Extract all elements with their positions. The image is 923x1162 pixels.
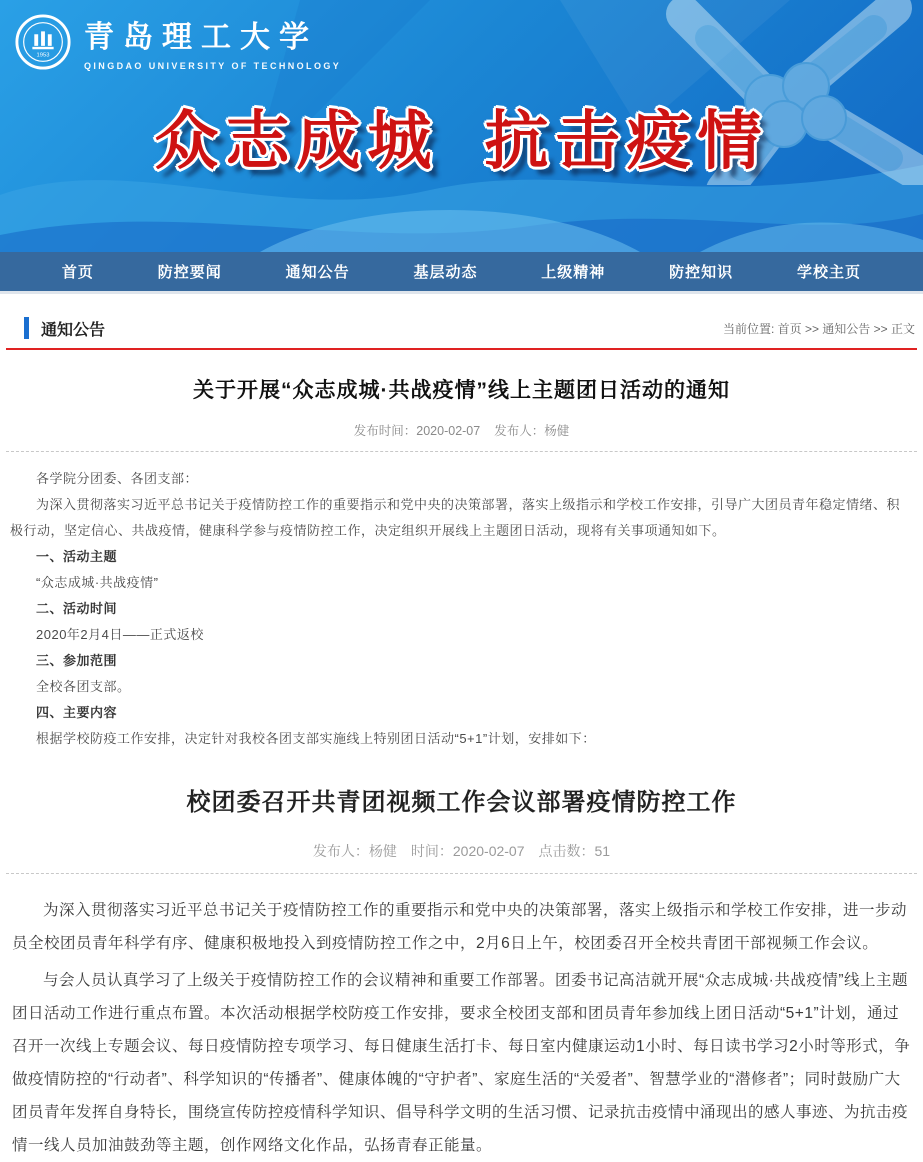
university-seal-logo bbox=[14, 13, 72, 71]
seal-year: 1953 bbox=[36, 52, 50, 59]
nav-item[interactable]: 防控要闻 bbox=[157, 264, 222, 281]
notice-article bbox=[0, 374, 923, 752]
nav-item[interactable]: 防控知识 bbox=[669, 264, 734, 281]
article-paragraph: 全校各团支部。 bbox=[36, 679, 131, 694]
article-paragraph: 2020年2月4日——正式返校 bbox=[36, 627, 204, 642]
article-paragraph: 为深入贯彻落实习近平总书记关于疫情防控工作的重要指示和党中央的决策部署，落实上级指示和学校工作安排，进一步动员全校团员青年科学有序、健康积极地投入到疫情防控工作之中，2月6日上午，校团委召开全校共青团干部视频工作会议。 bbox=[12, 902, 908, 952]
article-paragraph: 三、参加范围 bbox=[36, 653, 118, 668]
banner-slogan bbox=[0, 90, 923, 182]
meta-item: 发布人：杨健 bbox=[312, 843, 397, 859]
site-header bbox=[0, 0, 923, 252]
nav-item[interactable]: 基层动态 bbox=[413, 264, 478, 281]
article-paragraph: 各学院分团委、各团支部： bbox=[36, 471, 199, 486]
article-paragraph: 与会人员认真学习了上级关于疫情防控工作的会议精神和重要工作部署。团委书记高洁就开展“众志成城·共战疫情”线上主题团日活动工作进行重点布置。本次活动根据学校防疫工作安排，要求全校团支部和团员青年参加线上团日活动“5+1”计划，通过召开一次线上专题会议、每日疫情防控专项学习、每日健康生活打卡、每日室内健康运动1小时、每日读书学习2小时等形式，争做疫情防控的“行动者”、科学知识的“传播者”、健康体魄的“守护者”、家庭生活的“关爱者”、智慧学业的“潜修者”；同时鼓励广大团员青年发挥自身特长，围绕宣传防控疫情科学知识、倡导科学文明的生活习惯、记录抗击疫情中涌现出的感人事迹、为抗击疫情一线人员加油鼓劲等主题，创作网络文化作品，弘扬青春正能量。 bbox=[12, 972, 911, 1154]
article-paragraph: 四、主要内容 bbox=[36, 705, 118, 720]
article2-meta bbox=[0, 841, 923, 861]
article1-title: 关于开展“众志成城·共战疫情”线上主题团日活动的通知 bbox=[193, 379, 730, 402]
article-paragraph: 一、活动主题 bbox=[36, 549, 118, 564]
banner-slogan-part1: 众志成城 bbox=[154, 104, 439, 179]
breadcrumb-row bbox=[8, 310, 915, 346]
nav-item[interactable]: 通知公告 bbox=[285, 264, 350, 281]
article1-meta bbox=[0, 421, 923, 439]
article-paragraph: “众志成城·共战疫情” bbox=[36, 575, 159, 590]
meta-item: 时间：2020-02-07 bbox=[410, 843, 525, 859]
article-paragraph: 二、活动时间 bbox=[36, 601, 118, 616]
article1-body bbox=[0, 458, 923, 752]
dashed-divider bbox=[6, 873, 917, 874]
main-nav bbox=[0, 252, 923, 294]
section-marker bbox=[24, 317, 29, 339]
university-name-cn: 青岛理工大学 bbox=[84, 20, 318, 55]
banner-slogan-part2: 抗击疫情 bbox=[484, 104, 769, 179]
section-title: 通知公告 bbox=[41, 321, 106, 339]
article-paragraph: 根据学校防疫工作安排，决定针对我校各团支部实施线上特别团日活动“5+1”计划，安排如下： bbox=[36, 731, 596, 746]
meta-item: 发布时间：2020-02-07 bbox=[353, 424, 481, 438]
red-divider bbox=[6, 348, 917, 350]
article-paragraph: 为深入贯彻落实习近平总书记关于疫情防控工作的重要指示和党中央的决策部署，落实上级指示和学校工作安排，引导广大团员青年稳定情绪、积极行动，坚定信心、共战疫情，健康科学参与疫情防控工作，决定组织开展线上主题团日活动，现将有关事项通知如下。 bbox=[10, 497, 901, 538]
brand-block bbox=[14, 12, 341, 71]
nav-item[interactable]: 学校主页 bbox=[796, 264, 861, 281]
breadcrumb[interactable]: 当前位置: 首页 >> 通知公告 >> 正文 bbox=[722, 321, 915, 336]
article2-title: 校团委召开共青团视频工作会议部署疫情防控工作 bbox=[186, 789, 737, 816]
article2-body bbox=[0, 880, 923, 1162]
university-name-en: QINGDAO UNIVERSITY OF TECHNOLOGY bbox=[84, 61, 342, 71]
nav-item[interactable]: 首页 bbox=[61, 264, 94, 281]
dashed-divider bbox=[6, 451, 917, 452]
news-article bbox=[0, 782, 923, 1162]
main-content bbox=[0, 310, 923, 1162]
meta-item: 点击数：51 bbox=[538, 843, 611, 859]
nav-item[interactable]: 上级精神 bbox=[541, 264, 606, 281]
meta-item: 发布人：杨健 bbox=[494, 424, 570, 438]
